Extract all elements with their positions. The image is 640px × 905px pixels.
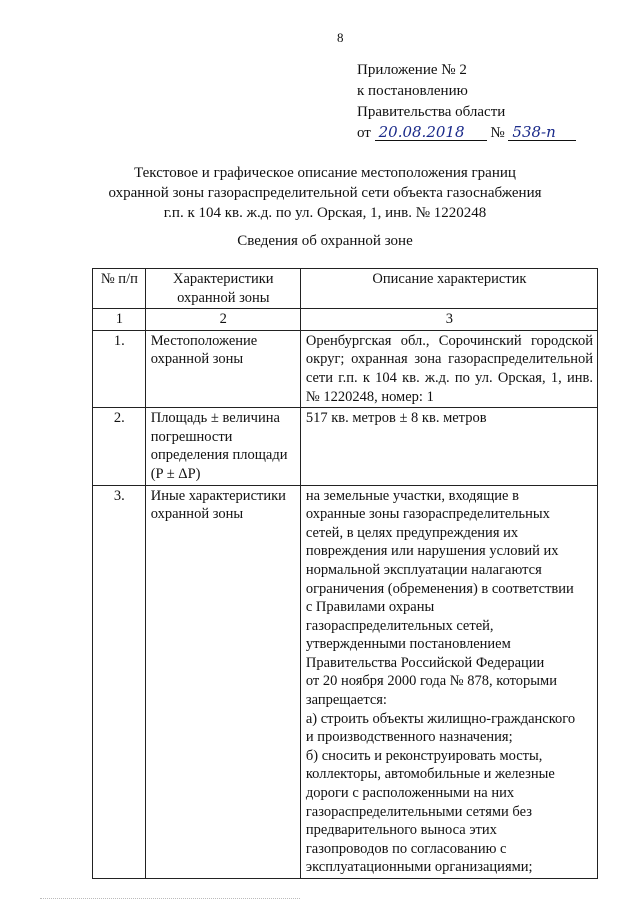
appendix-government: Правительства области <box>357 104 506 120</box>
title-line-3: г.п. к 104 кв. ж.д. по ул. Орская, 1, инв. № 1220248 <box>163 205 487 221</box>
row-number: 2. <box>93 408 146 485</box>
table-row <box>93 330 598 407</box>
description-line: утвержденными постановлением <box>305 636 511 653</box>
description-line: сетей, в целях предупреждения их <box>305 524 519 541</box>
description-line: нормальной эксплуатации налагаются <box>305 561 542 578</box>
page-number: 8 <box>337 30 344 45</box>
column-number-3: 3 <box>300 309 597 331</box>
description-line: запрещается: <box>305 692 387 709</box>
row-characteristic: Иные характеристики охранной зоны <box>145 485 300 878</box>
row-number: 1. <box>93 330 146 407</box>
header-description: Описание характеристик <box>300 269 597 309</box>
description-line: газопроводов по согласованию с <box>305 840 507 857</box>
row-characteristic: Площадь ± величина погрешности определения площади (P ± ΔP) <box>145 408 300 485</box>
description-line: повреждения или нарушения условий их <box>305 543 559 560</box>
header-number: № п/п <box>93 269 146 309</box>
description-line: охранные зоны газораспределительных <box>305 506 550 523</box>
description-line: на земельные участки, входящие в <box>305 487 519 504</box>
description-line: а) строить объекты жилищно-гражданского <box>305 710 576 727</box>
row-description: 517 кв. метров ± 8 кв. метров <box>300 408 597 485</box>
zone-info-table <box>92 268 598 879</box>
table-row <box>93 408 598 485</box>
description-line: коллекторы, автомобильные и железные <box>305 766 555 783</box>
description-line: эксплуатационными организациями; <box>305 859 533 876</box>
description-line: предварительного выноса этих <box>305 822 497 839</box>
table-row <box>93 485 598 878</box>
description-line: и производственного назначения; <box>305 729 513 746</box>
description-line: ограничения (обременения) в соответствии <box>305 580 574 597</box>
column-number-2: 2 <box>145 309 300 331</box>
row-number: 3. <box>93 485 146 878</box>
number-prefix: № <box>490 125 505 141</box>
section-subtitle: Сведения об охранной зоне <box>237 233 413 249</box>
scan-artifact <box>40 898 300 901</box>
description-line: газораспределительными сетями без <box>305 803 532 820</box>
table-header-row <box>93 269 598 309</box>
row-description: Оренбургская обл., Сорочинский городской округ; охранная зона газораспределительной сети г.п. к 104 кв. ж.д. по ул. Орская, 1, инв. № 1220248, номер: 1 <box>300 330 597 407</box>
appendix-resolution: к постановлению <box>357 83 468 99</box>
description-line: газораспределительных сетей, <box>305 617 494 634</box>
description-line: Правительства Российской Федерации <box>305 654 545 671</box>
title-line-2: охранной зоны газораспределительной сети объекта газоснабжения <box>108 185 542 201</box>
appendix-date-number <box>357 123 576 144</box>
handwritten-number: 538-п <box>508 124 576 141</box>
document-title <box>95 163 555 223</box>
handwritten-date: 20.08.2018 <box>375 124 487 141</box>
row-description <box>300 485 597 878</box>
date-prefix: от <box>357 125 371 141</box>
description-line: б) сносить и реконструировать мосты, <box>305 747 543 764</box>
title-line-1: Текстовое и графическое описание местоположения границ <box>134 165 516 181</box>
header-characteristics: Характеристики охранной зоны <box>145 269 300 309</box>
appendix-title: Приложение № 2 <box>357 62 467 78</box>
column-number-1: 1 <box>93 309 146 331</box>
description-line: от 20 ноября 2000 года № 878, которыми <box>305 673 557 690</box>
description-line: дороги с расположенными на них <box>305 785 515 802</box>
row-characteristic: Местоположение охранной зоны <box>145 330 300 407</box>
column-numbers-row <box>93 309 598 331</box>
description-line: с Правилами охраны <box>305 599 435 616</box>
appendix-block <box>357 60 576 144</box>
